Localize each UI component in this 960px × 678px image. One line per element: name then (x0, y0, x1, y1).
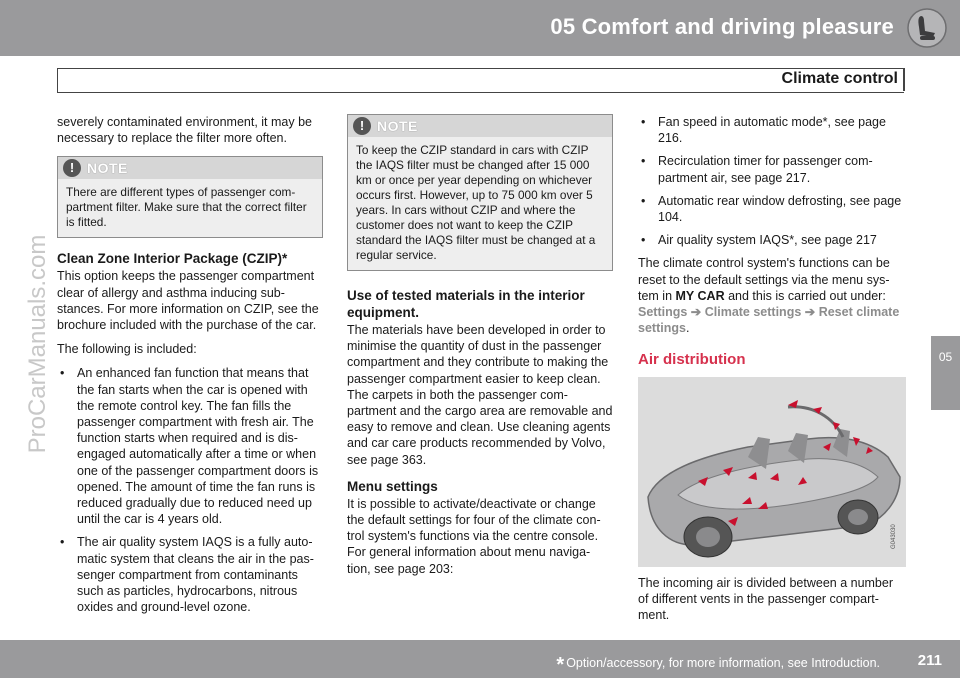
chapter-side-tab[interactable] (931, 336, 960, 410)
czip-list (57, 365, 323, 615)
footer-note-text: Option/accessory, for more information, see Introduction. (566, 656, 880, 670)
note-box (57, 156, 323, 238)
page-number: 211 (917, 652, 942, 669)
menu-path: Settings ➔ Climate settings ➔ Reset climate settings (638, 305, 900, 336)
my-car-label: MY CAR (675, 288, 725, 303)
section-title: Climate control (781, 70, 898, 87)
chapter-title: 05 Comfort and driving pleasure (550, 14, 894, 39)
materials-heading: Use of tested materials in the interior equipment. (347, 288, 585, 320)
figure-code: G043030 (891, 523, 897, 549)
menu-settings-list (638, 114, 906, 248)
column-2 (347, 114, 613, 585)
menu-path-end: . (685, 321, 690, 336)
column-1 (57, 114, 323, 622)
note-text: To keep the CZIP standard in cars with CZIP the IAQS filter must be changed after 15 000 km or once per year depending on whichever occurs first. However, up to 75 000 km over 5 years. In cars without CZIP and where the customer does not want to keep the CZIP standard the IAQS filter must be changed at a regular service. (348, 137, 612, 270)
included-intro: The following is included: (57, 342, 197, 357)
air-distribution-heading: Air distribution (638, 351, 746, 369)
page-footer (0, 640, 960, 678)
list-item: • Recirculation timer for passenger com-partment air, see page 217. (638, 153, 906, 185)
info-icon: ! (353, 117, 371, 135)
list-item: • An enhanced fan function that means that the fan starts when the car is opened with the remote control key. The fan fills the passenger compartment with fresh air. The function starts when required and is dis-engaged automatically after a time or when one of the passenger compartment doors is opened. The amount of time the fan runs is reduced gradually due to reduced need up until the car is 4 years old. (57, 365, 323, 527)
materials-paragraph: The materials have been developed in order to minimise the quantity of dust in the passenger compartment and they contribute to making the passenger compartment easier to keep clean. The carpets in both the passenger com-partment and the cargo area are removable and easy to remove and clean. Use cleaning agents and car care products recommended by Volvo, see page 363. (347, 323, 613, 467)
seat-icon (906, 7, 948, 49)
air-distribution-illustration (638, 377, 906, 567)
chapter-tab-label: 05 (938, 350, 953, 364)
footer-star: * (556, 654, 565, 676)
car-cutaway-icon (638, 377, 906, 567)
list-item: • Automatic rear window defrosting, see page 104. (638, 193, 906, 225)
note-header (58, 157, 322, 179)
info-icon: ! (63, 159, 81, 177)
reset-paragraph (638, 255, 906, 336)
list-item: • Fan speed in automatic mode*, see page 216. (638, 114, 906, 146)
czip-heading: Clean Zone Interior Package (CZIP)* (57, 251, 288, 267)
list-item: • Air quality system IAQS*, see page 217 (638, 232, 906, 248)
note-header (348, 115, 612, 137)
note-text: There are different types of passenger com-partment filter. Make sure that the correct filter is fitted. (58, 179, 322, 237)
section-bar (57, 68, 904, 93)
air-distribution-paragraph: The incoming air is divided between a number of different vents in the passenger compart-ment. (638, 575, 893, 623)
note-label: NOTE (377, 118, 418, 134)
chapter-header (0, 0, 960, 56)
intro-paragraph: severely contaminated environment, it may be necessary to replace the filter more often. (57, 115, 312, 146)
reset-text-b: and this is carried out under: (724, 288, 886, 303)
note-box (347, 114, 613, 271)
list-item: • The air quality system IAQS is a fully auto-matic system that cleans the air in the pas-senger compartment from contaminants such as particles, hydrocarbons, nitrous oxides and ground-level ozone. (57, 534, 323, 615)
reset-text-a: The climate control system's functions can be reset to the default settings via the menu sys-tem in (638, 256, 890, 303)
czip-paragraph: This option keeps the passenger compartment clear of allergy and asthma inducing sub-stances. For more information on CZIP, see the brochure included with the purchase of the car. (57, 269, 319, 333)
note-label: NOTE (87, 160, 128, 177)
section-bar-end (903, 68, 905, 91)
footer-note (556, 654, 880, 677)
menu-settings-heading: Menu settings (347, 478, 438, 494)
menu-settings-paragraph: It is possible to activate/deactivate or change the default settings for four of the climate con-trol system's functions via the centre console. For general information about menu naviga-tion, see page 203: (347, 496, 601, 576)
watermark: ProCarManuals.com (24, 234, 51, 454)
column-3 (638, 114, 906, 631)
